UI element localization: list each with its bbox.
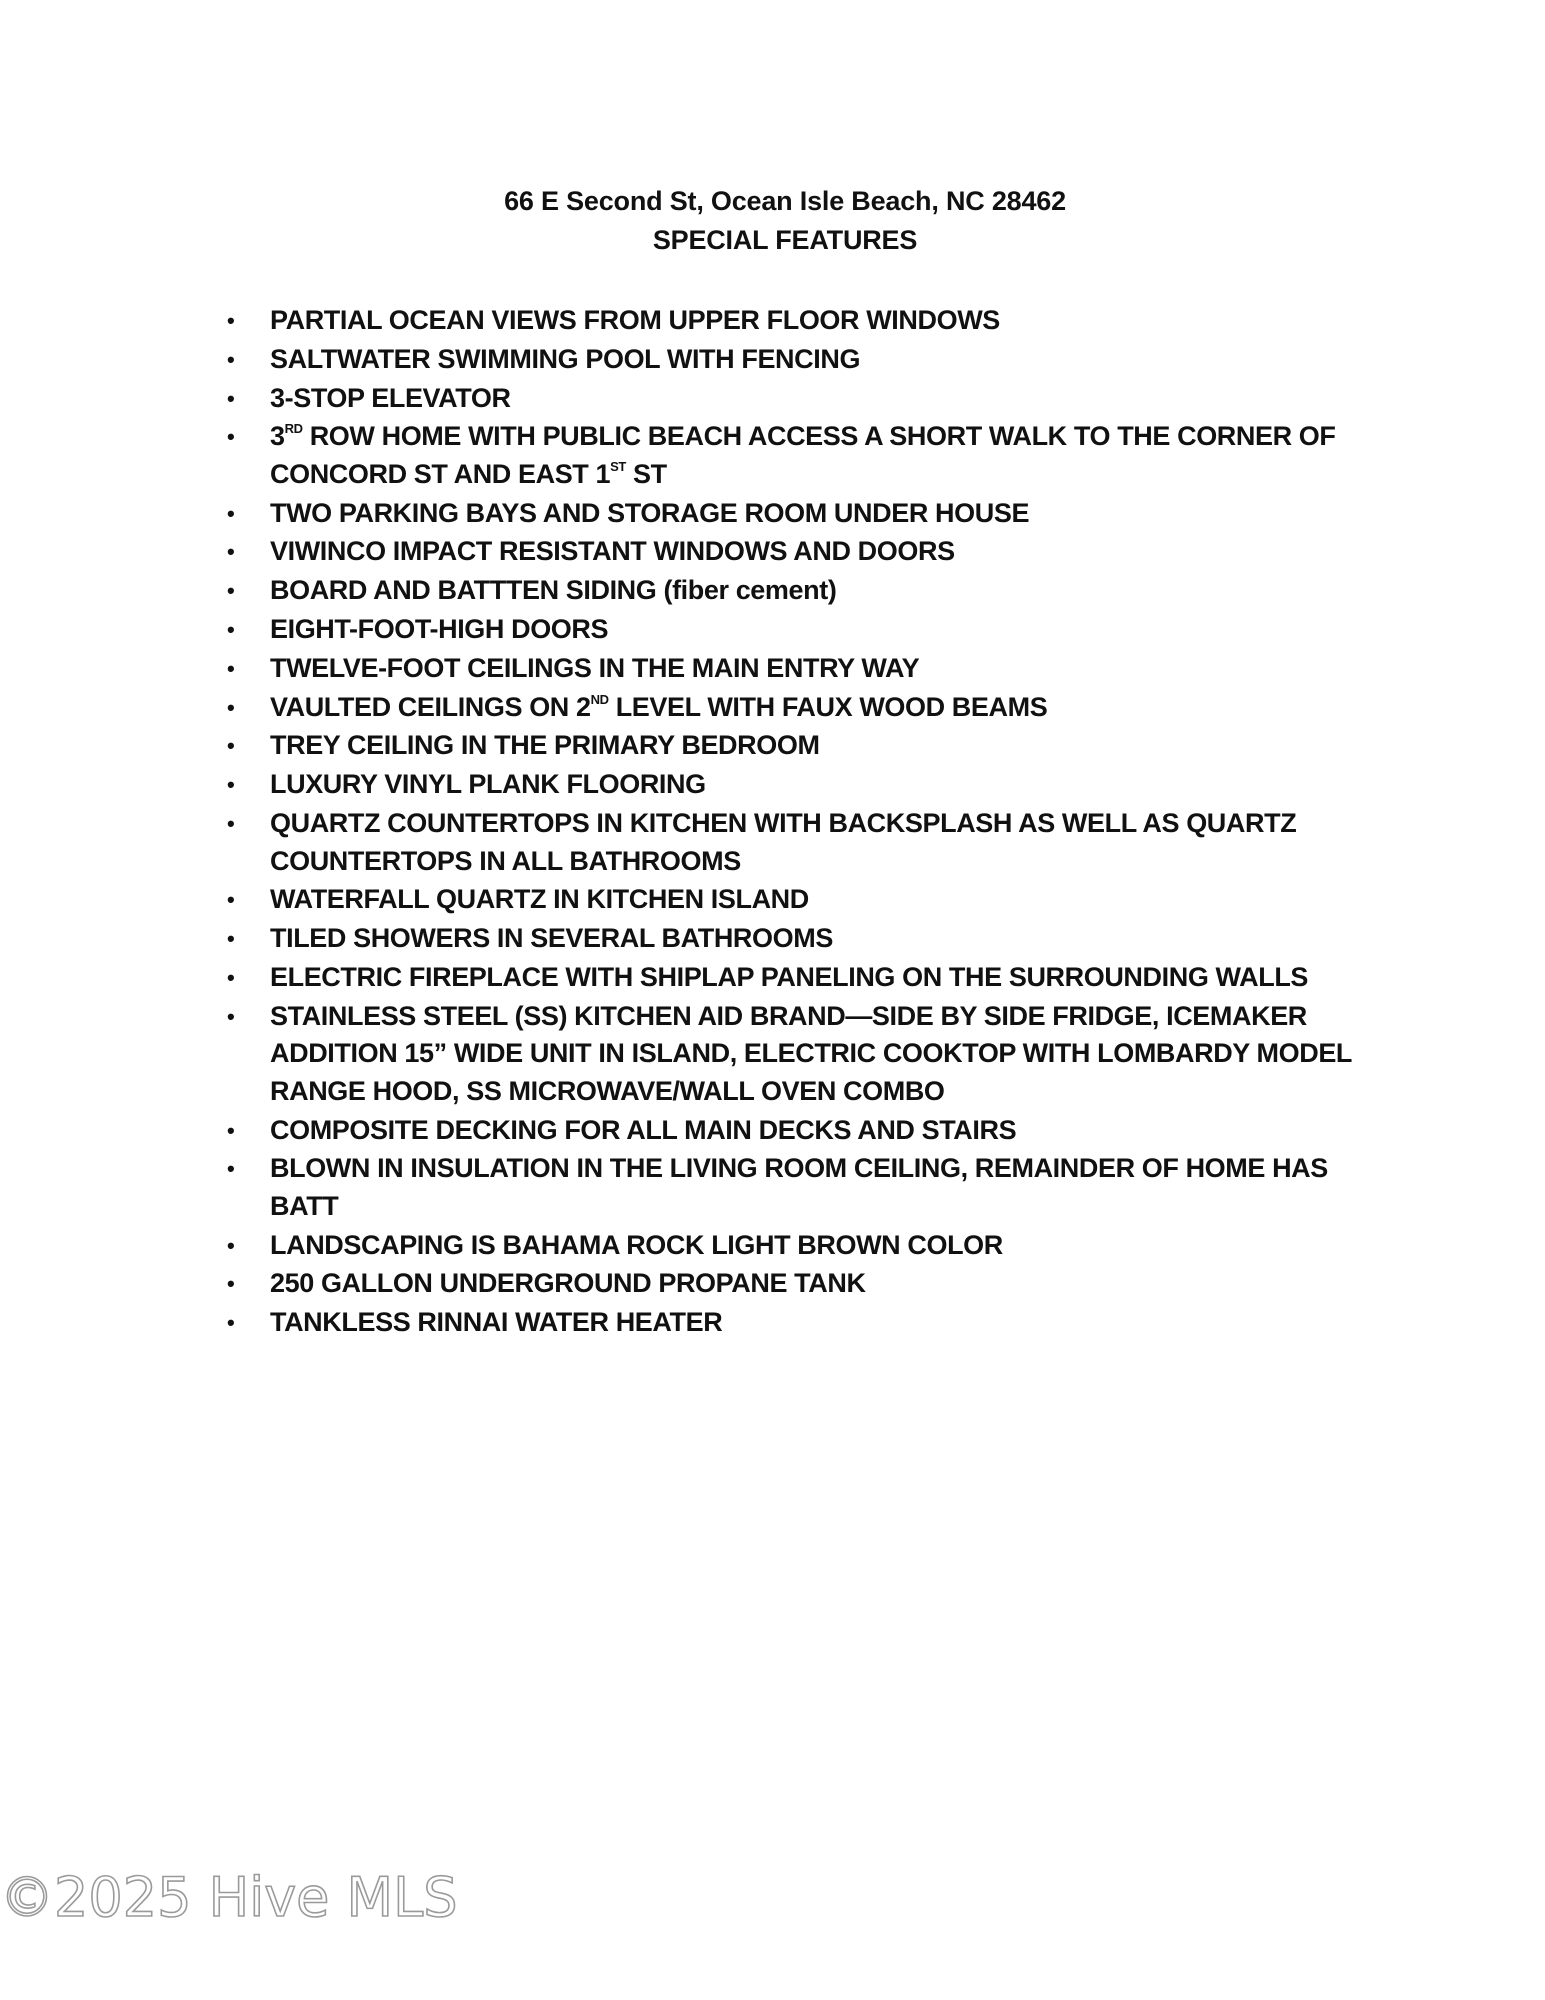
bullet: • [227,811,235,837]
bullet: • [227,694,235,720]
document-header [0,182,1545,260]
feature-item: • TANKLESS RINNAI WATER HEATER [220,1304,1370,1342]
feature-item: • LANDSCAPING IS BAHAMA ROCK LIGHT BROWN COLOR [220,1227,1370,1265]
feature-item: • COMPOSITE DECKING FOR ALL MAIN DECKS AND STAIRS [220,1112,1370,1150]
feature-item: • VAULTED CEILINGS ON 2ND LEVEL WITH FAUX WOOD BEAMS [220,689,1370,727]
feature-item: • SALTWATER SWIMMING POOL WITH FENCING [220,341,1370,379]
section-heading: SPECIAL FEATURES [652,225,918,255]
bullet: • [227,1271,235,1297]
feature-item: • STAINLESS STEEL (SS) KITCHEN AID BRAND—SIDE BY SIDE FRIDGE, ICEMAKER ADDITION 15” WIDE UNIT IN ISLAND, ELECTRIC COOKTOP WITH LOMBARDY MODEL RANGE HOOD, SS MICROWAVE/WALL OVEN COMBO [220,998,1370,1111]
bullet: • [227,500,235,526]
bullet: • [227,1310,235,1336]
feature-item: • 3-STOP ELEVATOR [220,380,1370,418]
feature-item: • QUARTZ COUNTERTOPS IN KITCHEN WITH BACKSPLASH AS WELL AS QUARTZ COUNTERTOPS IN ALL BATHROOMS [220,805,1370,880]
bullet: • [227,1232,235,1258]
feature-item: • BLOWN IN INSULATION IN THE LIVING ROOM CEILING, REMAINDER OF HOME HAS BATT [220,1150,1370,1225]
feature-item: • ELECTRIC FIREPLACE WITH SHIPLAP PANELING ON THE SURROUNDING WALLS [220,959,1370,997]
feature-item: • TILED SHOWERS IN SEVERAL BATHROOMS [220,920,1370,958]
bullet: • [227,964,235,990]
feature-item: • EIGHT-FOOT-HIGH DOORS [220,611,1370,649]
bullet: • [227,539,235,565]
feature-item: • 250 GALLON UNDERGROUND PROPANE TANK [220,1265,1370,1303]
bullet: • [227,655,235,681]
bullet: • [227,1003,235,1029]
features-list [220,302,1370,1343]
bullet: • [227,1117,235,1143]
feature-item: • TWELVE-FOOT CEILINGS IN THE MAIN ENTRY WAY [220,650,1370,688]
bullet: • [227,772,235,798]
ordinal-suffix: ST [610,458,626,474]
bullet: • [227,887,235,913]
bullet: • [227,346,235,372]
bullet: • [227,926,235,952]
bullet: • [227,424,235,450]
property-address: 66 E Second St, Ocean Isle Beach, NC 28462 [504,186,1066,216]
bullet: • [227,617,235,643]
feature-item: • WATERFALL QUARTZ IN KITCHEN ISLAND [220,881,1370,919]
feature-item: • BOARD AND BATTTEN SIDING (fiber cement) [220,572,1370,610]
bullet: • [227,1156,235,1182]
feature-item: • 3RD ROW HOME WITH PUBLIC BEACH ACCESS A SHORT WALK TO THE CORNER OF CONCORD ST AND EAST 1ST ST [220,418,1370,493]
bullet: • [227,733,235,759]
ordinal-suffix: RD [284,421,303,437]
feature-item: • LUXURY VINYL PLANK FLOORING [220,766,1370,804]
feature-item: • TWO PARKING BAYS AND STORAGE ROOM UNDER HOUSE [220,495,1370,533]
feature-item: • PARTIAL OCEAN VIEWS FROM UPPER FLOOR WINDOWS [220,302,1370,340]
bullet: • [227,385,235,411]
copyright-watermark: ©2025 Hive MLS [0,1866,458,1929]
feature-item: • VIWINCO IMPACT RESISTANT WINDOWS AND DOORS [220,533,1370,571]
ordinal-suffix: ND [590,691,609,707]
bullet: • [227,578,235,604]
feature-item: • TREY CEILING IN THE PRIMARY BEDROOM [220,727,1370,765]
bullet: • [227,308,235,333]
